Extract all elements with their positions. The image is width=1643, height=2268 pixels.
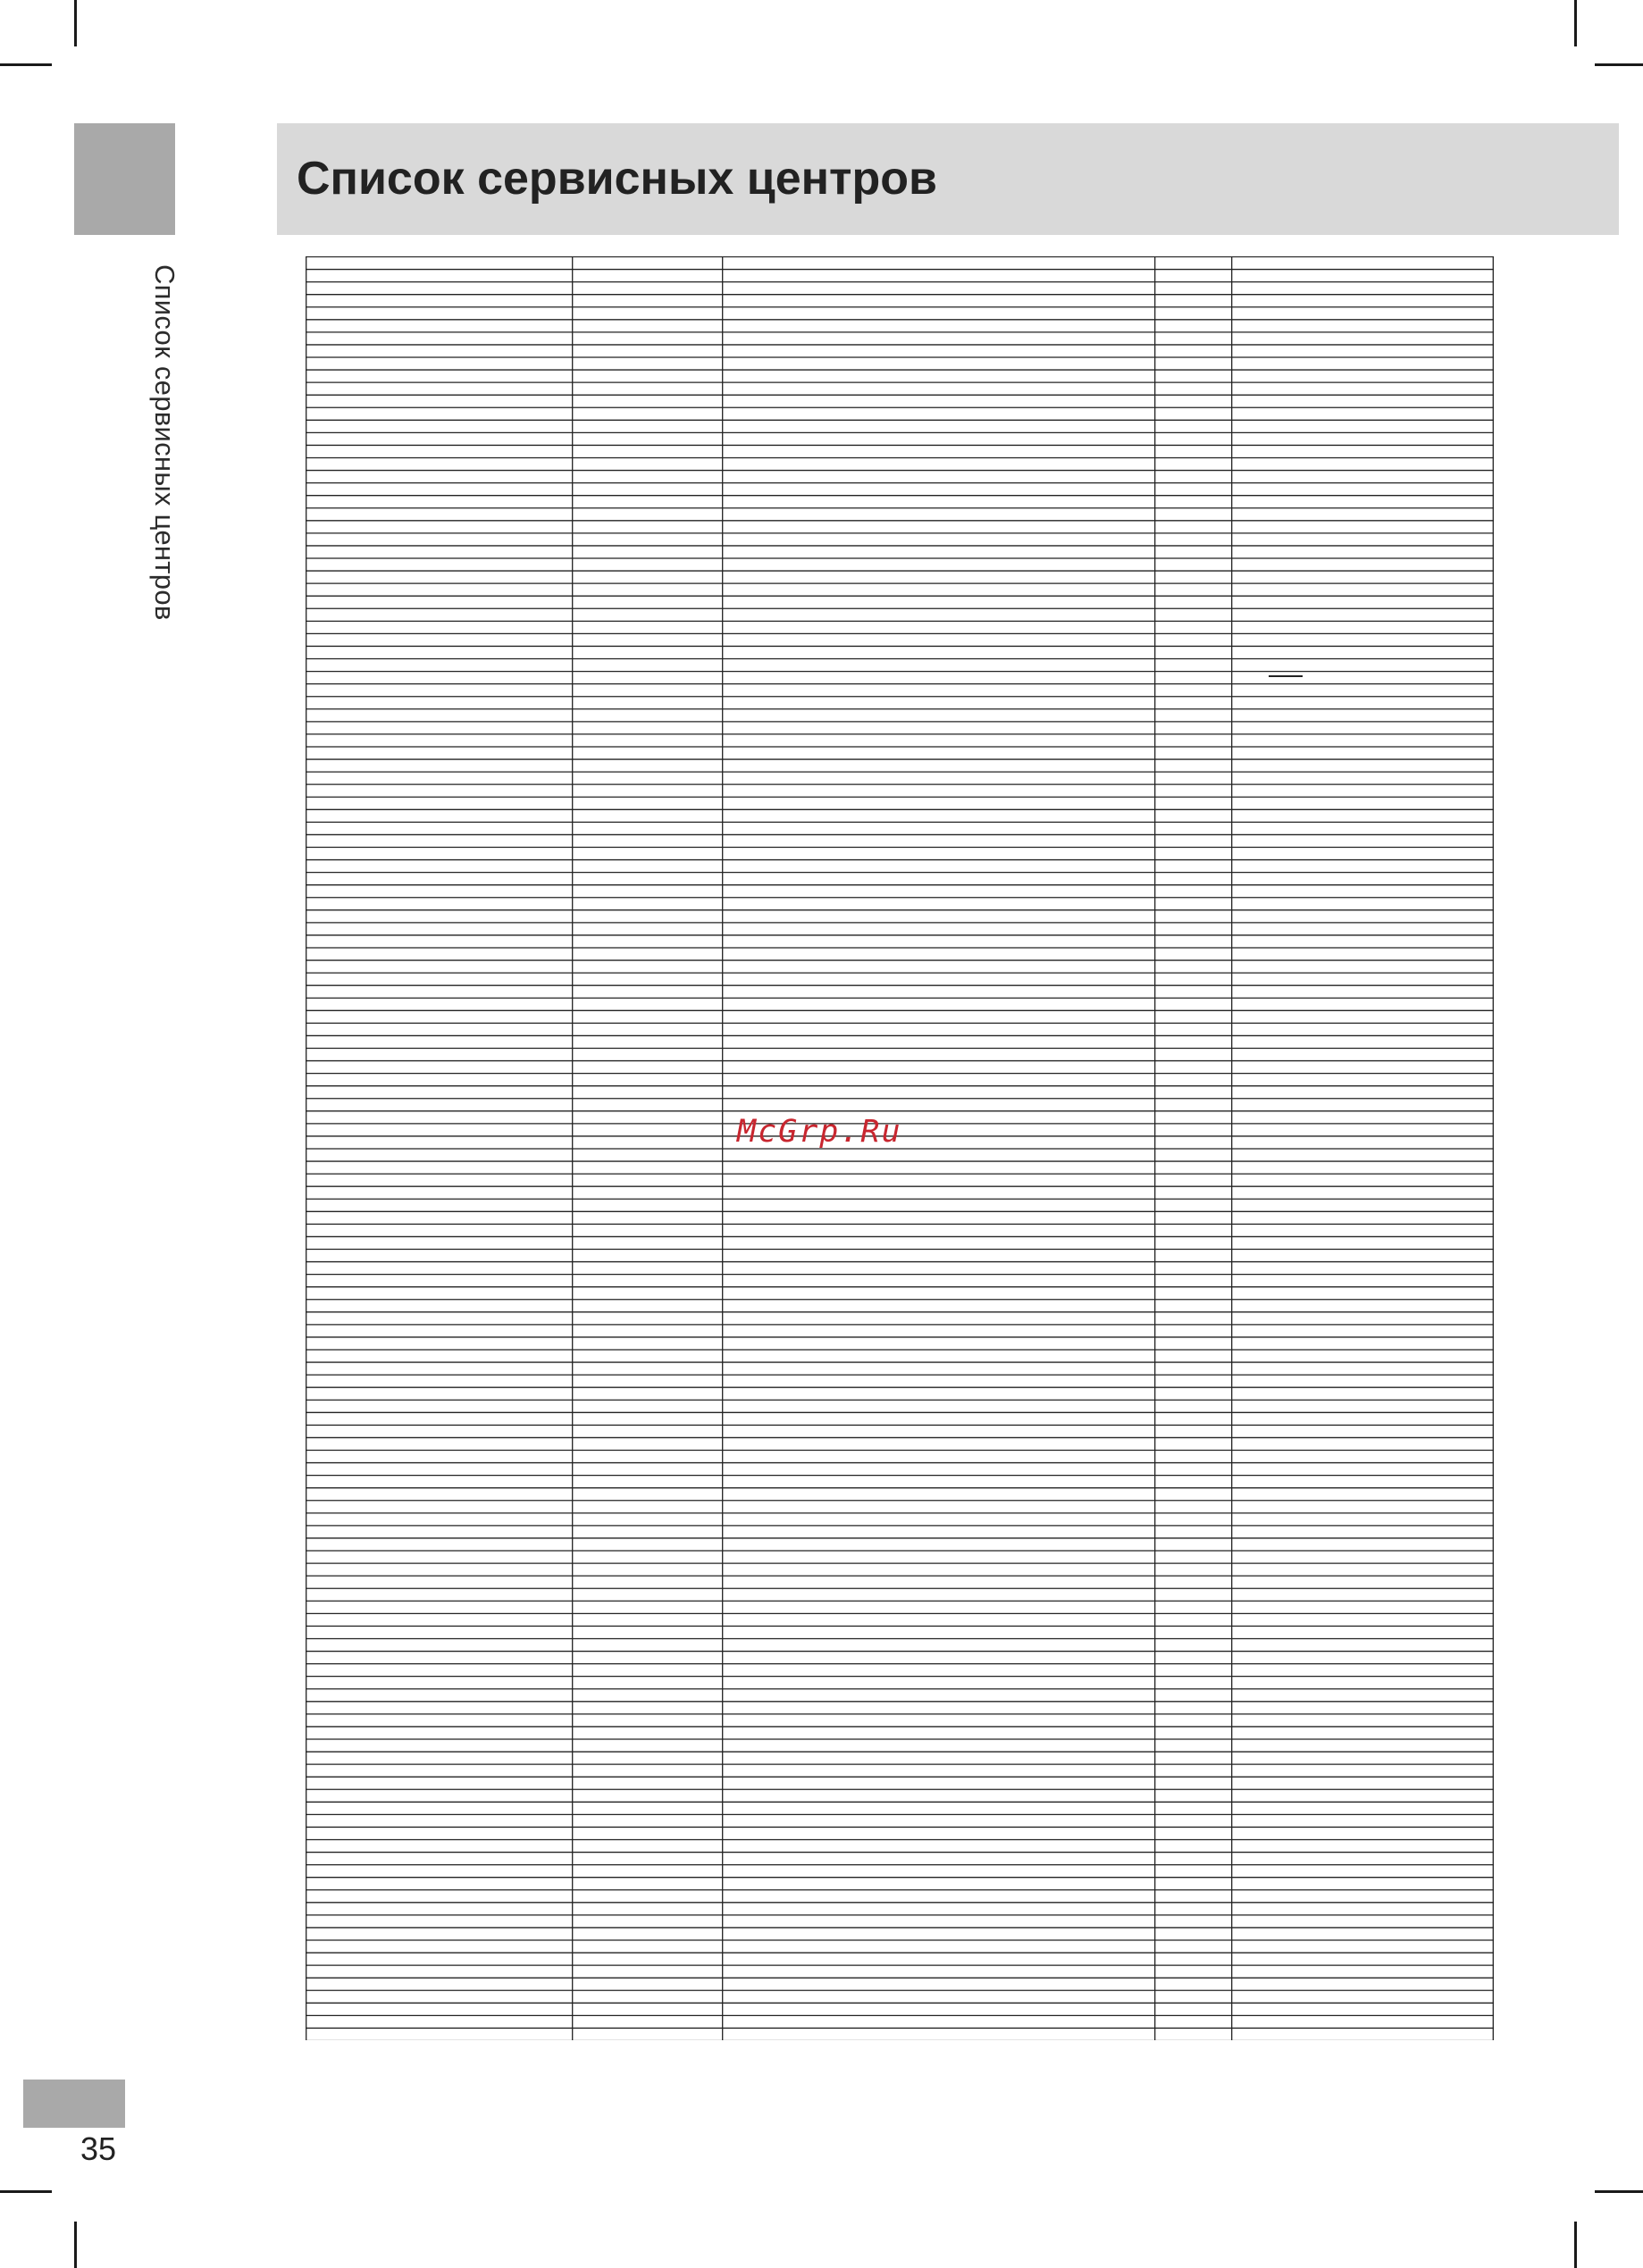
page-number-tab <box>23 2080 125 2128</box>
crop-mark-top-left-vertical <box>74 0 77 46</box>
section-tab-marker <box>74 123 175 235</box>
title-band <box>277 123 1619 235</box>
watermark: McGrp.Ru <box>737 1114 902 1150</box>
crop-mark-bottom-right-horizontal <box>1595 2190 1643 2193</box>
page-number: 35 <box>80 2130 117 2167</box>
crop-mark-bottom-left-vertical <box>74 2222 77 2268</box>
crop-mark-top-left-horizontal <box>0 63 52 66</box>
crop-mark-bottom-right-vertical <box>1574 2222 1577 2268</box>
page-title: Список сервисных центров <box>297 153 937 205</box>
vertical-section-label: Список сервисных центров <box>149 264 180 621</box>
crop-mark-bottom-left-horizontal <box>0 2190 52 2193</box>
crop-mark-top-right-horizontal <box>1595 63 1643 66</box>
crop-mark-top-right-vertical <box>1574 0 1577 46</box>
